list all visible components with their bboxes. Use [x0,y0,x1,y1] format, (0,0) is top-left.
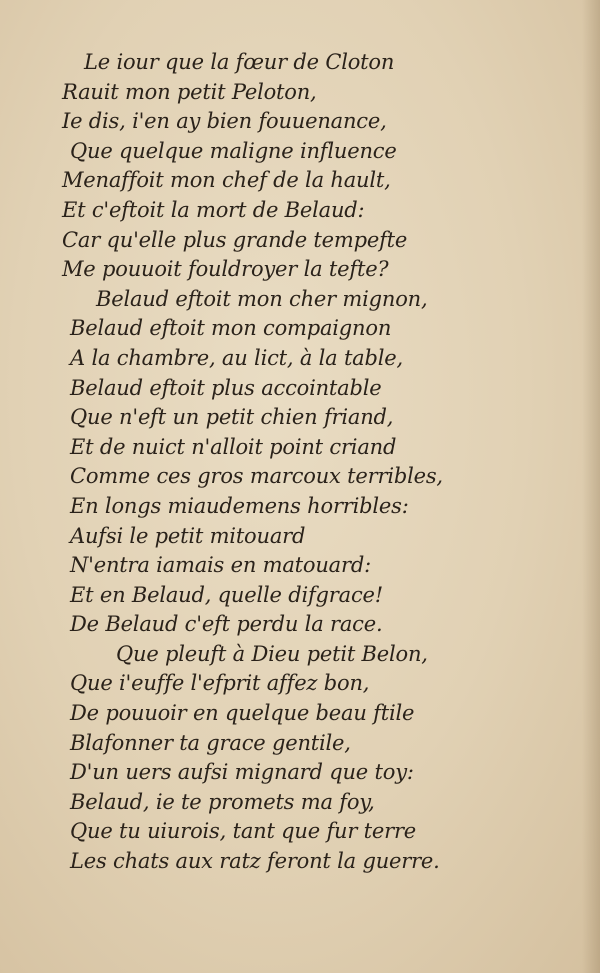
poem-line: Et en Belaud, quelle difgrace! [70,582,383,607]
poem-line: Que quelque maligne influence [70,138,397,163]
poem-line: Menaffoit mon chef de la hault, [62,168,391,193]
poem-line: Belaud eftoit mon compaignon [70,316,392,341]
poem-line: Me pouuoit fouldroyer la tefte? [62,257,389,282]
poem-line: Que i'euffe l'efprit affez bon, [70,671,370,696]
poem-line: Belaud eftoit mon cher mignon, [96,286,428,311]
poem-line: Le iour que la fœur de Cloton [84,50,395,74]
poem-line: Car qu'elle plus grande tempefte [62,227,408,252]
poem-line: En longs miaudemens horribles: [70,493,409,518]
poem-line: Belaud eftoit plus accointable [70,375,382,400]
poem-line: A la chambre, au lict, à la table, [70,345,403,370]
poem-line: Et de nuict n'alloit point criand [70,434,397,459]
poem-line: Que pleuft à Dieu petit Belon, [116,641,428,666]
poem-line: N'entra iamais en matouard: [70,553,371,578]
poem-line: Que n'eft un petit chien friand, [70,405,394,430]
poem-line: Comme ces gros marcoux terribles, [70,464,443,489]
poem-line: De pouuoir en quelque beau ftile [70,701,415,726]
poem-line: Aufsi le petit mitouard [70,523,306,548]
poem-line: Les chats aux ratz feront la guerre. [70,849,440,874]
poem-line: Blafonner ta grace gentile, [70,730,351,755]
poem-line: D'un uers aufsi mignard que toy: [70,760,414,785]
poem-verse [0,48,600,877]
poem-line: Que tu uiurois, tant que fur terre [70,819,417,844]
poem-line: Ie dis, i'en ay bien fouuenance, [62,109,387,134]
poem-line: De Belaud c'eft perdu la race. [70,612,383,637]
poem-line: Belaud, ie te promets ma foy, [70,789,375,814]
poem-line: Rauit mon petit Peloton, [62,79,317,104]
poem-line: Et c'eftoit la mort de Belaud: [62,197,365,222]
